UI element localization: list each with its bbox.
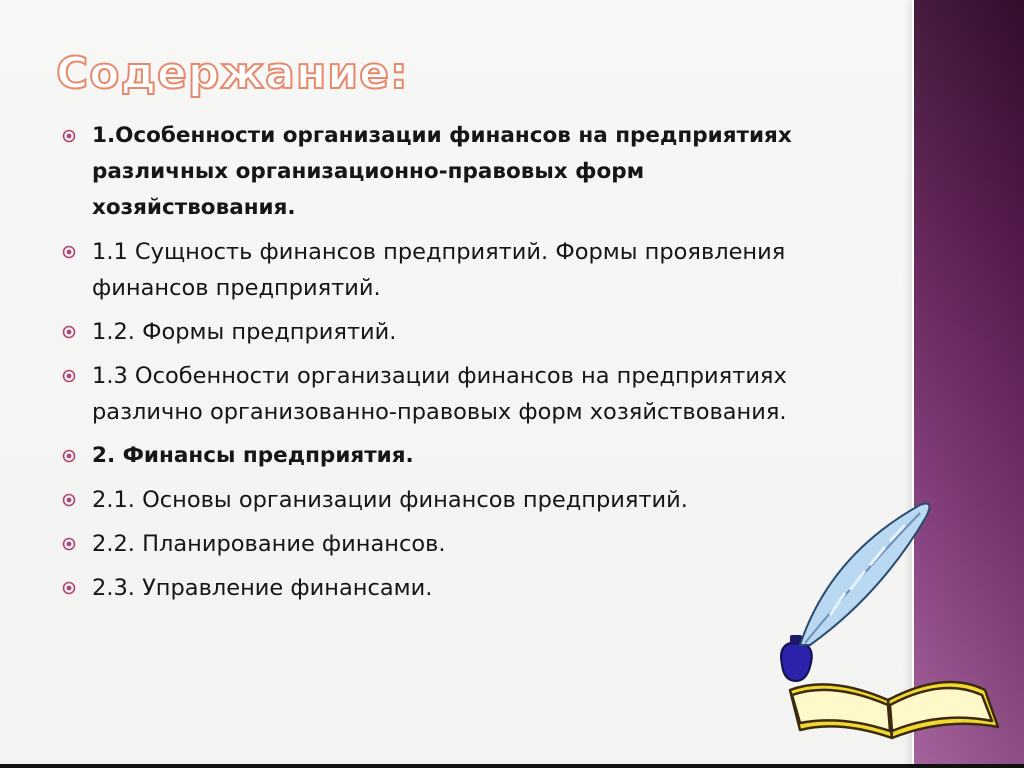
circle-dot-icon	[62, 325, 76, 339]
list-item-text: 1.3 Особенности организации финансов на предприятиях различно организованно-правовых форм хозяйствования.	[92, 363, 787, 425]
bottom-border	[0, 764, 1024, 768]
list-item-text: 2.1. Основы организации финансов предприятий.	[92, 487, 688, 513]
list-item	[62, 482, 842, 518]
circle-dot-icon	[62, 245, 76, 259]
circle-dot-icon	[62, 129, 76, 143]
quill-inkwell-book-icon	[770, 495, 1010, 745]
circle-dot-icon	[62, 581, 76, 595]
list-item-text: 2. Финансы предприятия.	[92, 443, 414, 468]
list-item-text: 1.1 Сущность финансов предприятий. Формы проявления финансов предприятий.	[92, 239, 786, 301]
circle-dot-icon	[62, 537, 76, 551]
list-item	[62, 570, 842, 606]
circle-dot-icon	[62, 493, 76, 507]
circle-dot-icon	[62, 369, 76, 383]
list-item	[62, 314, 842, 350]
list-item-text: 2.2. Планирование финансов.	[92, 531, 446, 557]
list-item	[62, 526, 842, 562]
list-item	[62, 358, 842, 430]
list-item	[62, 234, 842, 306]
list-item	[62, 438, 842, 474]
circle-dot-icon	[62, 449, 76, 463]
list-item	[62, 118, 842, 226]
list-item-text: 1.2. Формы предприятий.	[92, 319, 397, 345]
list-item-text: 2.3. Управление финансами.	[92, 575, 433, 601]
list-item-text: 1.Особенности организации финансов на предприятиях различных организационно-правовых форм хозяйствования.	[92, 123, 792, 220]
slide-title: Содержание:	[56, 48, 409, 99]
contents-list	[62, 118, 842, 614]
